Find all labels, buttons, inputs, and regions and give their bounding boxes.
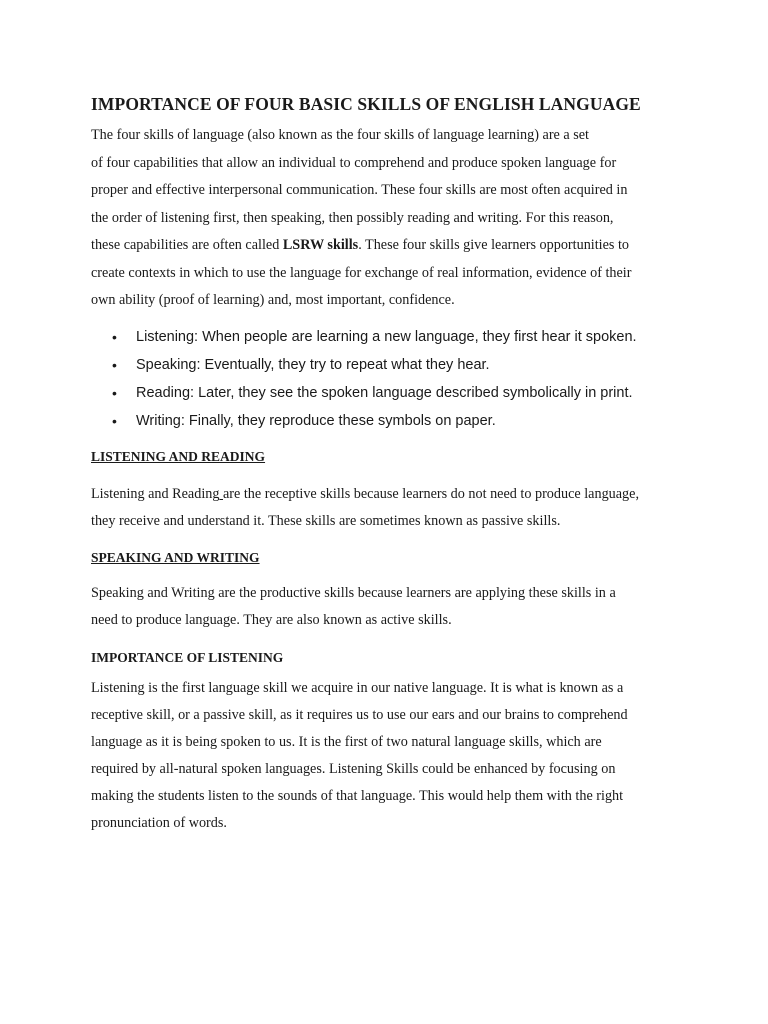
intro-line-6: create contexts in which to use the language for exchange of real information, evidence of their (91, 264, 632, 281)
speaking-writing-paragraph (91, 580, 701, 634)
intro-line-5 (91, 232, 701, 260)
intro-line-5-rest: . These four skills give learners opportunities to (358, 237, 630, 253)
bullet-writing: • Writing: Finally, they reproduce these symbols on paper. (112, 407, 637, 435)
lsrw-skills-term: LSRW skills (282, 237, 359, 253)
listening-reading-line-2: they receive and understand it. These skills are sometimes known as passive skills. (91, 513, 561, 529)
document-title: IMPORTANCE OF FOUR BASIC SKILLS OF ENGLISH LANGUAGE (91, 94, 641, 114)
listening-reading-line-1 (91, 481, 701, 508)
importance-listening-line-4: required by all-natural spoken languages. Listening Skills could be enhanced by focusing on (91, 761, 616, 777)
importance-listening-line-5: making the students listen to the sounds of that language. This would help them with the right (91, 788, 624, 804)
intro-line-1: The four skills of language (also known as the four skills of language learning) are a set (91, 127, 589, 143)
listening-reading-line-1-text: Listening and Reading (91, 486, 220, 502)
listening-reading-paragraph (91, 481, 701, 535)
heading-importance-of-listening: IMPORTANCE OF LISTENING (91, 650, 284, 665)
bullet-listening: • Listening: When people are learning a new language, they first hear it spoken. (112, 323, 637, 351)
bullet-speaking: • Speaking: Eventually, they try to repeat what they hear. (112, 351, 637, 379)
intro-line-2: of four capabilities that allow an individual to comprehend and produce spoken language for (91, 154, 617, 171)
intro-line-3: proper and effective interpersonal communication. These four skills are most often acquired in (91, 182, 628, 198)
intro-paragraph (91, 122, 701, 315)
importance-listening-line-1: Listening is the first language skill we acquire in our native language. It is what is known as a (91, 680, 624, 696)
importance-listening-line-3: language as it is being spoken to us. It is the first of two natural language skills, which are (91, 734, 602, 750)
speaking-writing-line-2: need to produce language. They are also known as active skills. (91, 612, 452, 628)
intro-line-7: own ability (proof of learning) and, most important, confidence. (91, 292, 455, 308)
listening-reading-line-1-rest: are the receptive skills because learners do not need to produce language, (223, 486, 639, 502)
heading-speaking-and-writing: SPEAKING AND WRITING (91, 550, 260, 565)
skills-bullet-list (112, 323, 637, 435)
bullet-reading: • Reading: Later, they see the spoken language described symbolically in print. (112, 379, 637, 407)
importance-listening-line-2: receptive skill, or a passive skill, as it requires us to use our ears and our brains to comprehend (91, 707, 628, 723)
intro-line-4: the order of listening first, then speaking, then possibly reading and writing. For this reason, (91, 209, 614, 226)
heading-listening-and-reading: LISTENING AND READING (91, 449, 266, 464)
speaking-writing-line-1: Speaking and Writing are the productive skills because learners are applying these skills in a (91, 585, 616, 601)
importance-listening-line-6: pronunciation of words. (91, 815, 227, 831)
importance-listening-paragraph (91, 675, 701, 837)
intro-line-5-text: these capabilities are often called (91, 237, 283, 253)
